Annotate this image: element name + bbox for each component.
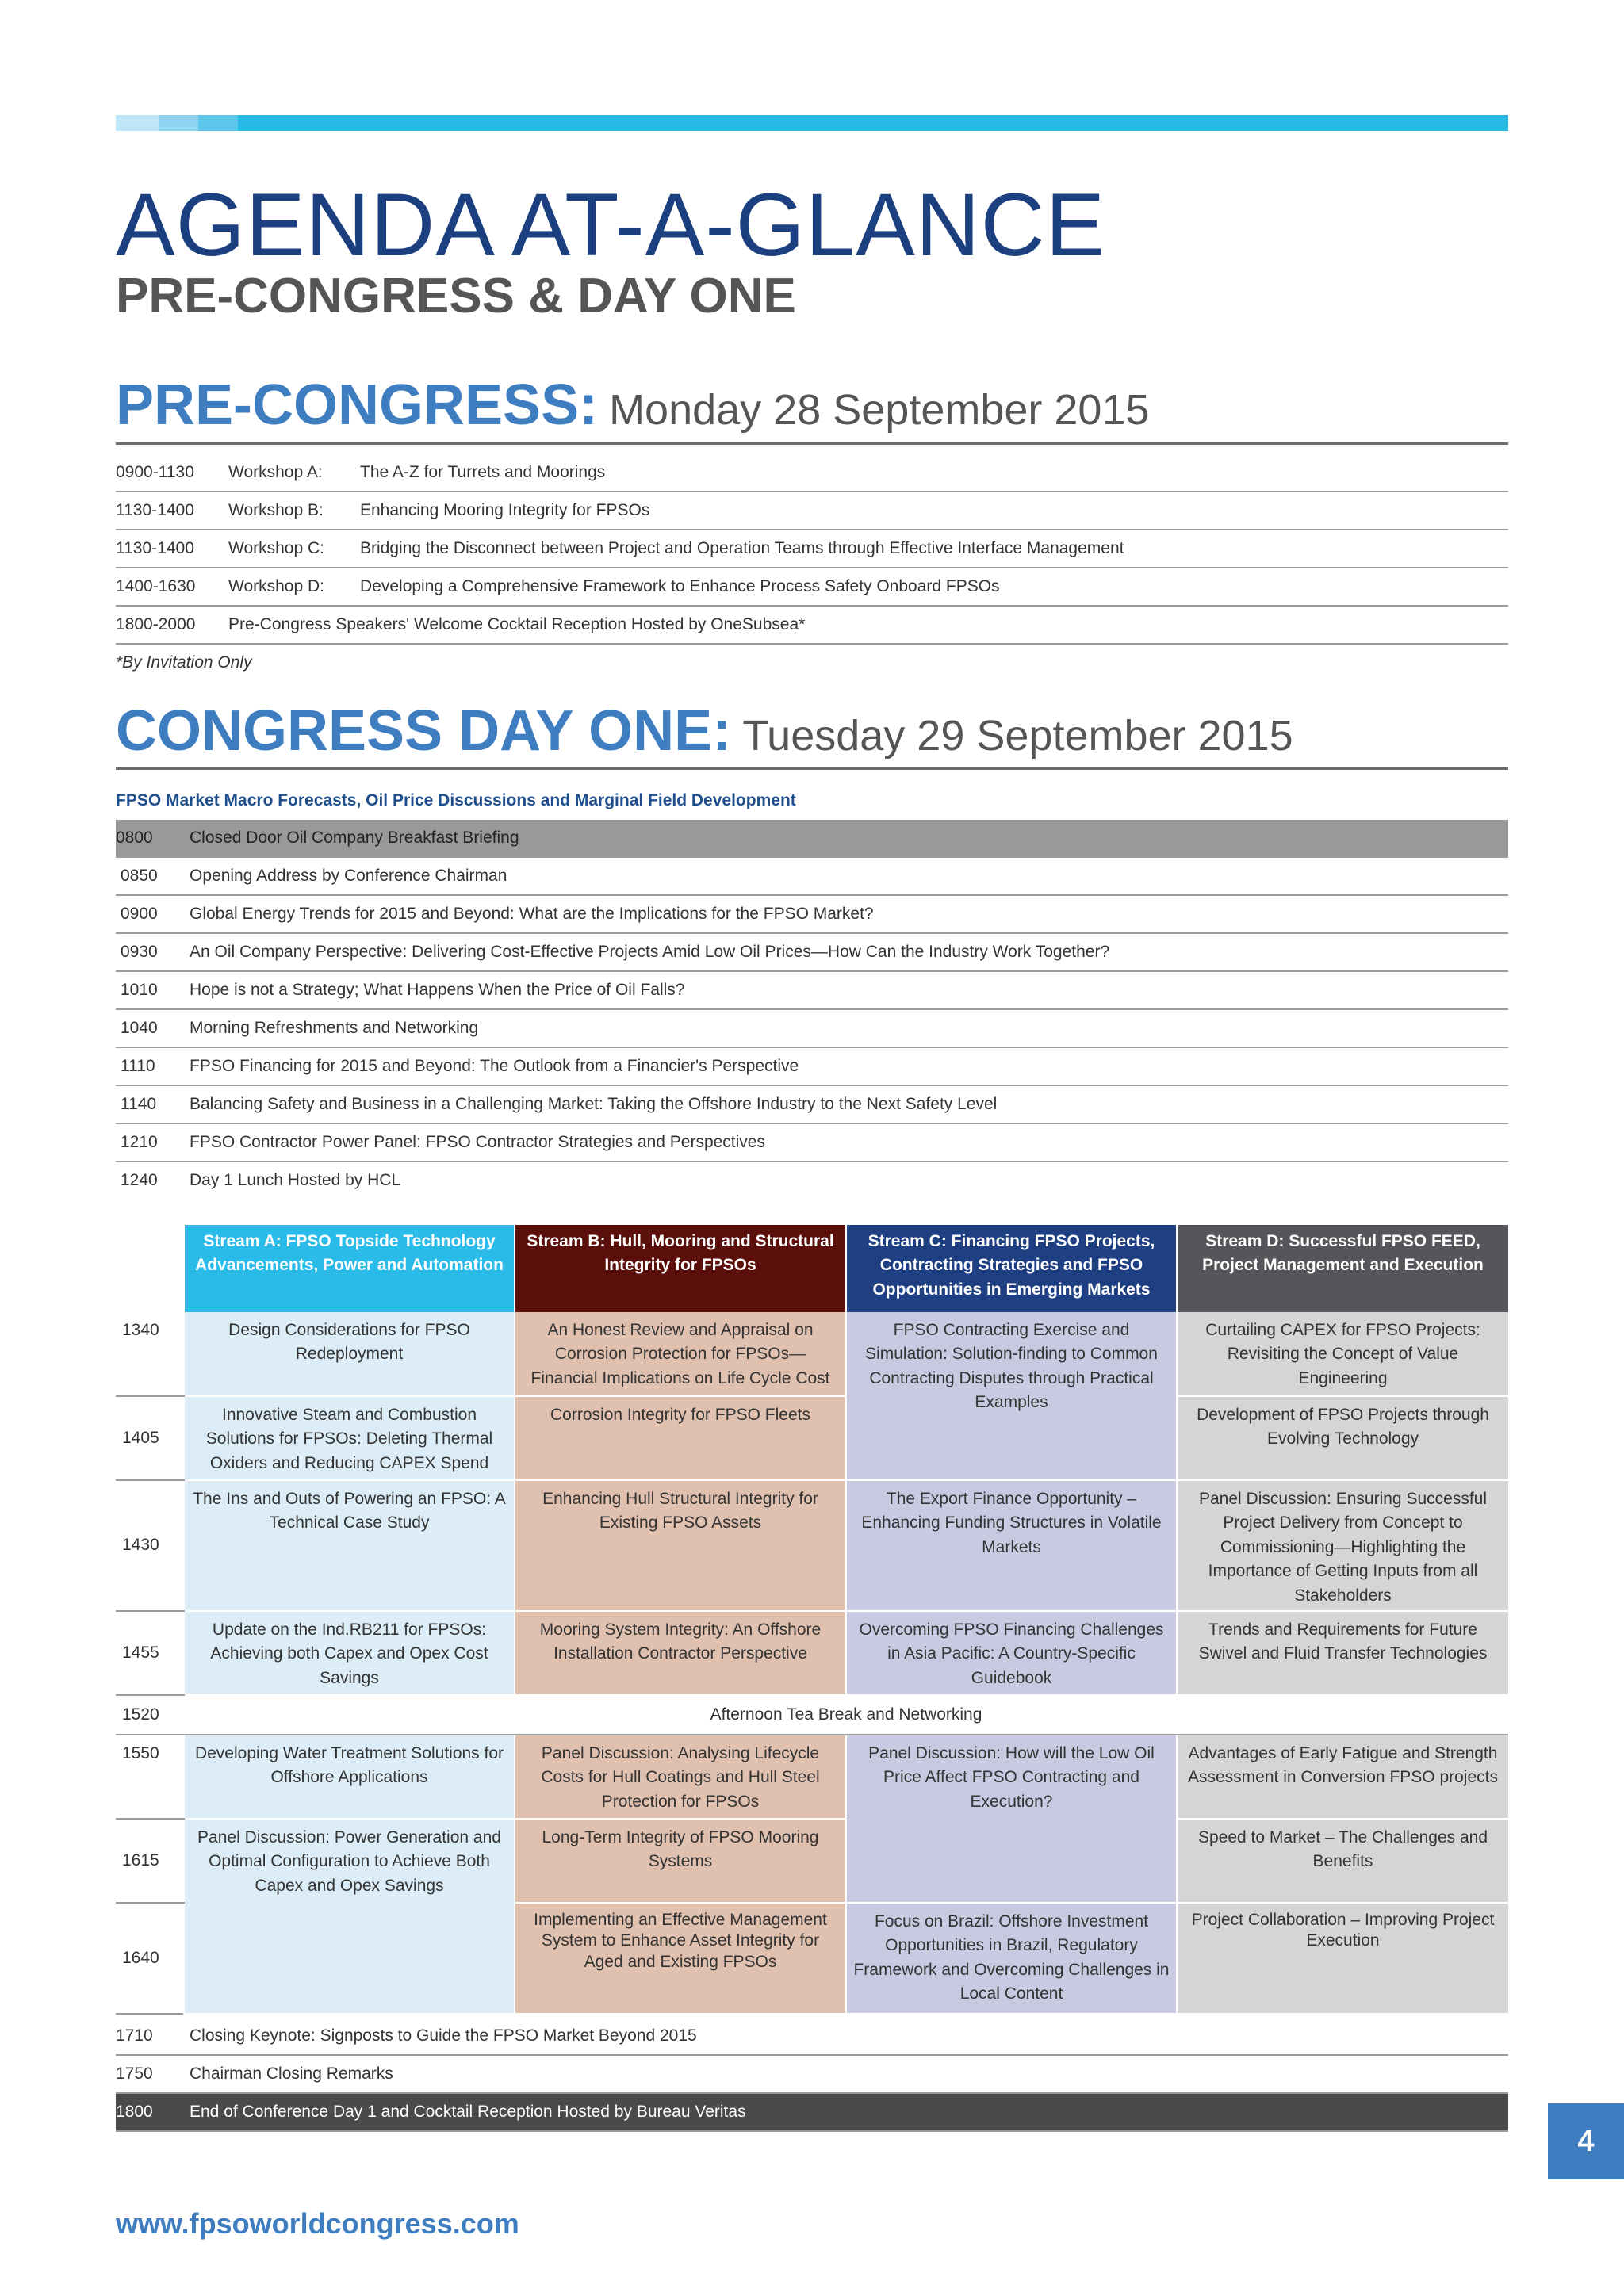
table-row xyxy=(116,492,1508,530)
session-title: Bridging the Disconnect between Project and Operation Teams through Effective Interface Management xyxy=(360,530,1508,568)
time-cell: 0800 xyxy=(116,820,190,857)
time-cell: 1455 xyxy=(116,1611,184,1695)
table-row xyxy=(116,2055,1508,2093)
session-cell: Focus on Brazil: Offshore Investment Opportunities in Brazil, Regulatory Framework and Overcoming Challenges in Local Content xyxy=(846,1903,1177,2014)
session-cell: The Export Finance Opportunity – Enhancing Funding Structures in Volatile Markets xyxy=(846,1480,1177,1611)
session-cell: Developing Water Treatment Solutions for Offshore Applications xyxy=(184,1735,515,1819)
table-row xyxy=(116,1819,1508,1903)
time-cell: 1240 xyxy=(121,1171,158,1189)
table-row xyxy=(116,1085,1508,1123)
pre-congress-table xyxy=(116,454,1508,645)
time-cell: 1040 xyxy=(116,1009,190,1047)
table-row xyxy=(116,1047,1508,1085)
time-cell: 0900-1130 xyxy=(116,454,228,492)
time-cell: 1110 xyxy=(116,1047,190,1085)
invitation-note: *By Invitation Only xyxy=(116,653,252,672)
time-cell: 1430 xyxy=(116,1480,184,1611)
time-cell: 0930 xyxy=(116,933,190,971)
blank-header xyxy=(116,1225,184,1312)
table-row xyxy=(116,820,1508,857)
website-link[interactable]: www.fpsoworldcongress.com xyxy=(116,2207,519,2240)
streams-table xyxy=(116,1225,1508,2015)
time-cell: 1400-1630 xyxy=(116,568,228,606)
session-title: An Oil Company Perspective: Delivering Cost-Effective Projects Amid Low Oil Prices—How Can the Industry Work Together? xyxy=(190,933,1508,971)
pre-congress-heading xyxy=(116,373,1508,437)
accent-segment xyxy=(159,115,198,131)
table-row xyxy=(116,606,1508,644)
table-row xyxy=(116,1396,1508,1480)
session-cell: Innovative Steam and Combustion Solutions for FPSOs: Deleting Thermal Oxiders and Reducing CAPEX Spend xyxy=(184,1396,515,1480)
table-row xyxy=(116,1735,1508,1819)
session-title: FPSO Contractor Power Panel: FPSO Contractor Strategies and Perspectives xyxy=(190,1123,1508,1161)
stream-a-header: Stream A: FPSO Topside Technology Advancements, Power and Automation xyxy=(184,1225,515,1312)
session-cell: Implementing an Effective Management System to Enhance Asset Integrity for Aged and Existing FPSOs xyxy=(515,1903,846,2014)
track-title: FPSO Market Macro Forecasts, Oil Price Discussions and Marginal Field Development xyxy=(116,791,796,809)
time-cell: 1130-1400 xyxy=(116,492,228,530)
accent-segment xyxy=(198,115,238,131)
table-row xyxy=(116,568,1508,606)
workshop-label: Workshop A: xyxy=(228,454,360,492)
session-cell: Panel Discussion: Power Generation and Optimal Configuration to Achieve Both Capex and Opex Savings xyxy=(184,1819,515,2014)
time-cell: 0900 xyxy=(116,895,190,933)
time-cell: 1800 xyxy=(116,2093,190,2131)
table-row xyxy=(116,1611,1508,1695)
session-title: Pre-Congress Speakers' Welcome Cocktail Reception Hosted by OneSubsea* xyxy=(228,606,1508,644)
table-row xyxy=(116,933,1508,971)
day-one-heading xyxy=(116,699,1508,763)
stream-c-header: Stream C: Financing FPSO Projects, Contracting Strategies and FPSO Opportunities in Emerging Markets xyxy=(846,1225,1177,1312)
session-title: Closed Door Oil Company Breakfast Briefing xyxy=(190,820,1508,857)
session-title: Closing Keynote: Signposts to Guide the FPSO Market Beyond 2015 xyxy=(190,2018,1508,2055)
session-title: Morning Refreshments and Networking xyxy=(190,1009,1508,1047)
session-cell: Design Considerations for FPSO Redeployment xyxy=(184,1312,515,1396)
table-row xyxy=(116,1695,1508,1735)
session-title: Opening Address by Conference Chairman xyxy=(190,857,1508,895)
session-title: End of Conference Day 1 and Cocktail Reception Hosted by Bureau Veritas xyxy=(190,2093,1508,2131)
stream-header-row xyxy=(116,1225,1508,1312)
table-row xyxy=(116,857,1508,895)
page-title: AGENDA AT-A-GLANCE xyxy=(116,175,1106,274)
workshop-label: Workshop C: xyxy=(228,530,360,568)
session-cell: Panel Discussion: Analysing Lifecycle Costs for Hull Coatings and Hull Steel Protection for FPSOs xyxy=(515,1735,846,1819)
time-cell: 1140 xyxy=(116,1085,190,1123)
section-title: CONGRESS DAY ONE: xyxy=(116,699,732,763)
page-number: 4 xyxy=(1548,2103,1624,2179)
session-title: Hope is not a Strategy; What Happens When the Price of Oil Falls? xyxy=(190,971,1508,1009)
stream-b-header: Stream B: Hull, Mooring and Structural Integrity for FPSOs xyxy=(515,1225,846,1312)
table-row xyxy=(116,454,1508,492)
time-cell: 1640 xyxy=(116,1903,184,2014)
session-title: Developing a Comprehensive Framework to Enhance Process Safety Onboard FPSOs xyxy=(360,568,1508,606)
workshop-label: Workshop D: xyxy=(228,568,360,606)
section-date: Tuesday 29 September 2015 xyxy=(742,712,1293,760)
session-cell: Project Collaboration – Improving Project Execution xyxy=(1177,1903,1508,2014)
table-row xyxy=(116,1123,1508,1161)
session-cell: Advantages of Early Fatigue and Strength Assessment in Conversion FPSO projects xyxy=(1177,1735,1508,1819)
page-subtitle: PRE-CONGRESS & DAY ONE xyxy=(116,269,796,323)
day-one-table xyxy=(116,820,1508,1199)
stream-d-header: Stream D: Successful FPSO FEED, Project Management and Execution xyxy=(1177,1225,1508,1312)
session-cell: Corrosion Integrity for FPSO Fleets xyxy=(515,1396,846,1480)
session-cell: Update on the Ind.RB211 for FPSOs: Achieving both Capex and Opex Cost Savings xyxy=(184,1611,515,1695)
session-cell: FPSO Contracting Exercise and Simulation: Solution-finding to Common Contracting Disputes through Practical Examples xyxy=(846,1312,1177,1480)
break-cell: Afternoon Tea Break and Networking xyxy=(184,1695,1508,1735)
time-cell: 1710 xyxy=(116,2018,190,2055)
session-cell: The Ins and Outs of Powering an FPSO: A Technical Case Study xyxy=(184,1480,515,1611)
session-cell: Trends and Requirements for Future Swivel and Fluid Transfer Technologies xyxy=(1177,1611,1508,1695)
time-cell: 1800-2000 xyxy=(116,606,228,644)
table-row xyxy=(116,971,1508,1009)
time-cell: 1520 xyxy=(116,1695,184,1735)
table-row xyxy=(116,530,1508,568)
time-cell: 1550 xyxy=(116,1735,184,1819)
time-cell: 1130-1400 xyxy=(116,530,228,568)
session-cell: Mooring System Integrity: An Offshore Installation Contractor Perspective xyxy=(515,1611,846,1695)
accent-segment xyxy=(116,115,159,131)
table-row xyxy=(116,1480,1508,1611)
session-title: Day 1 Lunch Hosted by HCL xyxy=(190,1171,401,1189)
session-cell: Enhancing Hull Structural Integrity for Existing FPSO Assets xyxy=(515,1480,846,1611)
session-title: The A-Z for Turrets and Moorings xyxy=(360,454,1508,492)
section-date: Monday 28 September 2015 xyxy=(609,386,1150,434)
session-cell: Development of FPSO Projects through Evolving Technology xyxy=(1177,1396,1508,1480)
table-row xyxy=(116,2018,1508,2055)
session-cell: Panel Discussion: How will the Low Oil Price Affect FPSO Contracting and Execution? xyxy=(846,1735,1177,1903)
time-cell: 0850 xyxy=(116,857,190,895)
workshop-label: Workshop B: xyxy=(228,492,360,530)
session-title: Enhancing Mooring Integrity for FPSOs xyxy=(360,492,1508,530)
session-title: Chairman Closing Remarks xyxy=(190,2055,1508,2093)
closing-table xyxy=(116,2018,1508,2132)
session-title: FPSO Financing for 2015 and Beyond: The Outlook from a Financier's Perspective xyxy=(190,1047,1508,1085)
session-title: Global Energy Trends for 2015 and Beyond: What are the Implications for the FPSO Market? xyxy=(190,895,1508,933)
section-divider xyxy=(116,442,1508,445)
table-row xyxy=(116,895,1508,933)
time-cell: 1750 xyxy=(116,2055,190,2093)
header-accent-bar xyxy=(116,115,1508,131)
time-cell: 1210 xyxy=(116,1123,190,1161)
time-cell: 1615 xyxy=(116,1819,184,1903)
session-cell: Panel Discussion: Ensuring Successful Project Delivery from Concept to Commissioning—Highlighting the Importance of Getting Inputs from all Stakeholders xyxy=(1177,1480,1508,1611)
section-title: PRE-CONGRESS: xyxy=(116,373,599,437)
session-cell: An Honest Review and Appraisal on Corrosion Protection for FPSOs—Financial Implications on Life Cycle Cost xyxy=(515,1312,846,1396)
table-row xyxy=(116,1312,1508,1396)
table-row xyxy=(116,1009,1508,1047)
session-cell: Curtailing CAPEX for FPSO Projects: Revisiting the Concept of Value Engineering xyxy=(1177,1312,1508,1396)
table-row xyxy=(116,2093,1508,2131)
table-row xyxy=(116,1161,1508,1199)
session-cell: Overcoming FPSO Financing Challenges in Asia Pacific: A Country-Specific Guidebook xyxy=(846,1611,1177,1695)
time-cell: 1405 xyxy=(116,1396,184,1480)
session-title: Balancing Safety and Business in a Challenging Market: Taking the Offshore Industry to the Next Safety Level xyxy=(190,1085,1508,1123)
session-cell: Speed to Market – The Challenges and Benefits xyxy=(1177,1819,1508,1903)
time-cell: 1340 xyxy=(116,1312,184,1396)
section-divider xyxy=(116,767,1508,770)
session-cell: Long-Term Integrity of FPSO Mooring Systems xyxy=(515,1819,846,1903)
time-cell: 1010 xyxy=(116,971,190,1009)
